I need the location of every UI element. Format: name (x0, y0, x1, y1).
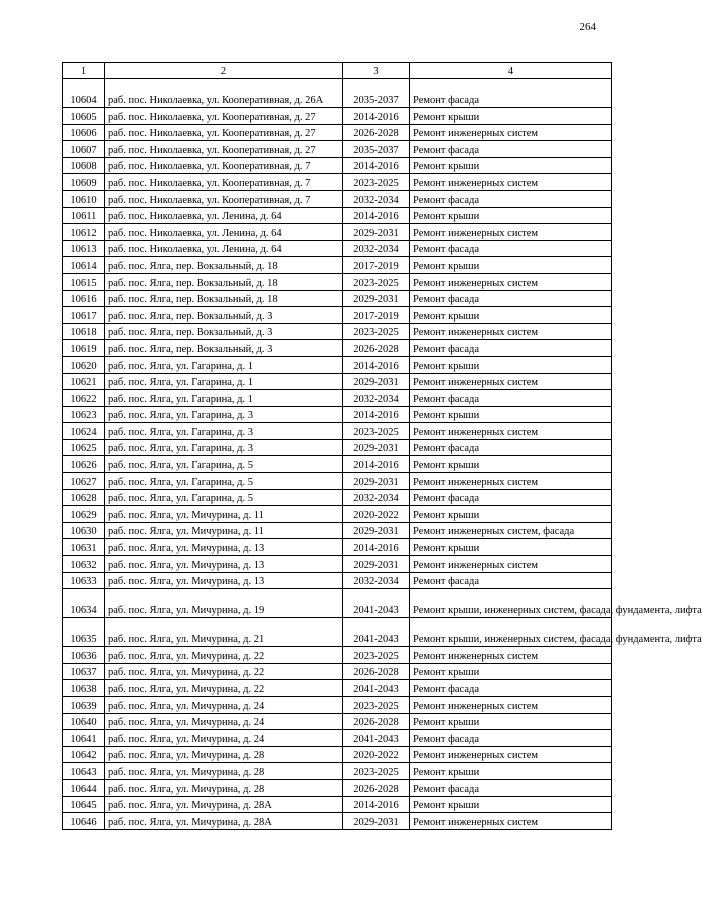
table-row (63, 423, 612, 440)
row-period: 2026-2028 (343, 713, 410, 730)
row-period: 2032-2034 (343, 489, 410, 506)
table-row (63, 647, 612, 664)
row-address: раб. пос. Ялга, ул. Мичурина, д. 24 (105, 730, 343, 747)
table-row (63, 141, 612, 158)
row-work: Ремонт крыши (410, 506, 612, 523)
table-row (63, 273, 612, 290)
row-address: раб. пос. Ялга, ул. Мичурина, д. 28 (105, 779, 343, 796)
row-address: раб. пос. Ялга, ул. Гагарина, д. 3 (105, 423, 343, 440)
row-work: Ремонт фасада (410, 290, 612, 307)
row-period: 2041-2043 (343, 589, 410, 618)
row-address: раб. пос. Николаевка, ул. Ленина, д. 64 (105, 207, 343, 224)
table-row (63, 340, 612, 357)
row-work: Ремонт крыши (410, 796, 612, 813)
row-number: 10631 (63, 539, 105, 556)
row-period: 2017-2019 (343, 307, 410, 324)
page-number: 264 (579, 21, 596, 33)
row-work: Ремонт инженерных систем (410, 813, 612, 830)
row-work: Ремонт фасада (410, 141, 612, 158)
table-row (63, 456, 612, 473)
table-row (63, 663, 612, 680)
row-number: 10637 (63, 663, 105, 680)
row-address: раб. пос. Ялга, ул. Мичурина, д. 13 (105, 556, 343, 573)
table-header (63, 63, 612, 79)
row-number: 10621 (63, 373, 105, 390)
table-row (63, 224, 612, 241)
row-work: Ремонт фасада (410, 390, 612, 407)
row-work: Ремонт крыши (410, 456, 612, 473)
row-work: Ремонт инженерных систем (410, 647, 612, 664)
row-work: Ремонт крыши (410, 406, 612, 423)
row-number: 10635 (63, 618, 105, 647)
row-period: 2026-2028 (343, 124, 410, 141)
table-row (63, 307, 612, 324)
column-header-address: 2 (105, 63, 343, 79)
table-row (63, 290, 612, 307)
row-period: 2029-2031 (343, 556, 410, 573)
row-work: Ремонт инженерных систем (410, 373, 612, 390)
row-number: 10605 (63, 108, 105, 125)
table-row (63, 813, 612, 830)
row-number: 10639 (63, 697, 105, 714)
row-period: 2029-2031 (343, 373, 410, 390)
row-period: 2020-2022 (343, 746, 410, 763)
row-address: раб. пос. Ялга, ул. Гагарина, д. 1 (105, 390, 343, 407)
row-work: Ремонт инженерных систем (410, 556, 612, 573)
row-number: 10640 (63, 713, 105, 730)
row-period: 2032-2034 (343, 190, 410, 207)
row-work: Ремонт инженерных систем (410, 273, 612, 290)
table-row (63, 406, 612, 423)
table-row (63, 556, 612, 573)
row-work: Ремонт фасада (410, 240, 612, 257)
row-address: раб. пос. Николаевка, ул. Ленина, д. 64 (105, 224, 343, 241)
row-period: 2023-2025 (343, 323, 410, 340)
row-period: 2014-2016 (343, 456, 410, 473)
table-row (63, 522, 612, 539)
row-number: 10606 (63, 124, 105, 141)
row-period: 2026-2028 (343, 340, 410, 357)
row-address: раб. пос. Ялга, пер. Вокзальный, д. 18 (105, 273, 343, 290)
row-period: 2035-2037 (343, 141, 410, 158)
row-address: раб. пос. Ялга, ул. Гагарина, д. 3 (105, 439, 343, 456)
row-address: раб. пос. Ялга, ул. Гагарина, д. 5 (105, 473, 343, 490)
table-row (63, 680, 612, 697)
row-work: Ремонт крыши, инженерных систем, фасада, фундамента, лифта (410, 618, 612, 647)
row-address: раб. пос. Ялга, ул. Мичурина, д. 22 (105, 663, 343, 680)
row-number: 10629 (63, 506, 105, 523)
row-number: 10624 (63, 423, 105, 440)
row-work: Ремонт крыши (410, 663, 612, 680)
table-row (63, 539, 612, 556)
row-address: раб. пос. Ялга, ул. Мичурина, д. 22 (105, 680, 343, 697)
row-work: Ремонт инженерных систем (410, 746, 612, 763)
row-address: раб. пос. Ялга, пер. Вокзальный, д. 18 (105, 257, 343, 274)
row-work: Ремонт крыши, инженерных систем, фасада, фундамента, лифта (410, 589, 612, 618)
row-work: Ремонт фасада (410, 680, 612, 697)
table-row (63, 489, 612, 506)
row-period: 2017-2019 (343, 257, 410, 274)
row-address: раб. пос. Николаевка, ул. Кооперативная, д. 27 (105, 124, 343, 141)
column-header-work: 4 (410, 63, 612, 79)
row-work: Ремонт фасада (410, 79, 612, 108)
row-address: раб. пос. Ялга, ул. Гагарина, д. 5 (105, 456, 343, 473)
row-work: Ремонт инженерных систем (410, 174, 612, 191)
table-row (63, 618, 612, 647)
row-work: Ремонт крыши (410, 108, 612, 125)
table-row (63, 373, 612, 390)
row-address: раб. пос. Ялга, ул. Гагарина, д. 1 (105, 373, 343, 390)
table-row (63, 589, 612, 618)
row-period: 2014-2016 (343, 157, 410, 174)
row-number: 10628 (63, 489, 105, 506)
row-address: раб. пос. Ялга, ул. Гагарина, д. 5 (105, 489, 343, 506)
table-row (63, 207, 612, 224)
row-address: раб. пос. Николаевка, ул. Кооперативная, д. 7 (105, 190, 343, 207)
row-address: раб. пос. Ялга, пер. Вокзальный, д. 18 (105, 290, 343, 307)
row-number: 10617 (63, 307, 105, 324)
row-work: Ремонт крыши (410, 207, 612, 224)
row-period: 2032-2034 (343, 572, 410, 589)
row-address: раб. пос. Ялга, ул. Мичурина, д. 22 (105, 647, 343, 664)
table-row (63, 190, 612, 207)
row-number: 10622 (63, 390, 105, 407)
row-number: 10609 (63, 174, 105, 191)
row-number: 10638 (63, 680, 105, 697)
table-row (63, 108, 612, 125)
row-number: 10626 (63, 456, 105, 473)
row-work: Ремонт инженерных систем (410, 124, 612, 141)
row-period: 2029-2031 (343, 439, 410, 456)
row-number: 10641 (63, 730, 105, 747)
row-number: 10616 (63, 290, 105, 307)
row-number: 10604 (63, 79, 105, 108)
row-number: 10614 (63, 257, 105, 274)
row-address: раб. пос. Ялга, пер. Вокзальный, д. 3 (105, 323, 343, 340)
row-work: Ремонт фасада (410, 730, 612, 747)
row-work: Ремонт инженерных систем (410, 697, 612, 714)
row-period: 2014-2016 (343, 539, 410, 556)
row-number: 10623 (63, 406, 105, 423)
row-number: 10634 (63, 589, 105, 618)
row-period: 2023-2025 (343, 273, 410, 290)
table-row (63, 763, 612, 780)
row-address: раб. пос. Ялга, ул. Мичурина, д. 24 (105, 713, 343, 730)
row-number: 10615 (63, 273, 105, 290)
row-period: 2041-2043 (343, 618, 410, 647)
row-work: Ремонт крыши (410, 539, 612, 556)
row-address: раб. пос. Николаевка, ул. Ленина, д. 64 (105, 240, 343, 257)
row-number: 10632 (63, 556, 105, 573)
table-row (63, 779, 612, 796)
row-number: 10636 (63, 647, 105, 664)
row-period: 2014-2016 (343, 796, 410, 813)
row-work: Ремонт фасада (410, 190, 612, 207)
row-period: 2029-2031 (343, 522, 410, 539)
row-address: раб. пос. Ялга, ул. Мичурина, д. 13 (105, 539, 343, 556)
row-period: 2023-2025 (343, 763, 410, 780)
row-work: Ремонт инженерных систем, фасада (410, 522, 612, 539)
table-row (63, 572, 612, 589)
row-number: 10646 (63, 813, 105, 830)
row-address: раб. пос. Ялга, ул. Мичурина, д. 21 (105, 618, 343, 647)
row-address: раб. пос. Ялга, пер. Вокзальный, д. 3 (105, 307, 343, 324)
table-body (63, 79, 702, 830)
row-work: Ремонт фасада (410, 779, 612, 796)
row-number: 10620 (63, 356, 105, 373)
row-address: раб. пос. Ялга, ул. Мичурина, д. 11 (105, 506, 343, 523)
row-work: Ремонт инженерных систем (410, 323, 612, 340)
row-number: 10625 (63, 439, 105, 456)
row-work: Ремонт фасада (410, 489, 612, 506)
row-address: раб. пос. Николаевка, ул. Кооперативная, д. 26А (105, 79, 343, 108)
table-row (63, 473, 612, 490)
row-period: 2029-2031 (343, 290, 410, 307)
table-row (63, 713, 612, 730)
row-work: Ремонт инженерных систем (410, 473, 612, 490)
row-address: раб. пос. Ялга, ул. Мичурина, д. 13 (105, 572, 343, 589)
table-row (63, 257, 612, 274)
row-period: 2029-2031 (343, 224, 410, 241)
row-work: Ремонт фасада (410, 340, 612, 357)
row-period: 2023-2025 (343, 647, 410, 664)
row-work: Ремонт крыши (410, 356, 612, 373)
row-period: 2014-2016 (343, 207, 410, 224)
row-number: 10619 (63, 340, 105, 357)
table-row (63, 356, 612, 373)
table-row (63, 506, 612, 523)
row-number: 10607 (63, 141, 105, 158)
row-work: Ремонт инженерных систем (410, 423, 612, 440)
row-period: 2026-2028 (343, 779, 410, 796)
row-number: 10645 (63, 796, 105, 813)
row-period: 2026-2028 (343, 663, 410, 680)
row-work: Ремонт крыши (410, 763, 612, 780)
table-row (63, 730, 612, 747)
row-work: Ремонт фасада (410, 572, 612, 589)
row-number: 10611 (63, 207, 105, 224)
row-number: 10613 (63, 240, 105, 257)
header-row (63, 63, 612, 79)
row-period: 2014-2016 (343, 406, 410, 423)
row-work: Ремонт крыши (410, 307, 612, 324)
column-header-period: 3 (343, 63, 410, 79)
row-number: 10643 (63, 763, 105, 780)
row-address: раб. пос. Николаевка, ул. Кооперативная, д. 27 (105, 141, 343, 158)
table-row (63, 157, 612, 174)
row-number: 10642 (63, 746, 105, 763)
row-period: 2035-2037 (343, 79, 410, 108)
row-number: 10608 (63, 157, 105, 174)
row-period: 2023-2025 (343, 697, 410, 714)
row-number: 10610 (63, 190, 105, 207)
row-work: Ремонт фасада (410, 439, 612, 456)
row-period: 2032-2034 (343, 390, 410, 407)
row-work: Ремонт инженерных систем (410, 224, 612, 241)
table-row (63, 697, 612, 714)
row-number: 10627 (63, 473, 105, 490)
table-row (63, 796, 612, 813)
table-row (63, 439, 612, 456)
row-address: раб. пос. Ялга, ул. Мичурина, д. 28 (105, 746, 343, 763)
row-period: 2014-2016 (343, 356, 410, 373)
row-address: раб. пос. Николаевка, ул. Кооперативная, д. 7 (105, 157, 343, 174)
row-period: 2041-2043 (343, 680, 410, 697)
row-address: раб. пос. Николаевка, ул. Кооперативная, д. 7 (105, 174, 343, 191)
table-row (63, 174, 612, 191)
row-period: 2029-2031 (343, 813, 410, 830)
row-address: раб. пос. Ялга, ул. Гагарина, д. 1 (105, 356, 343, 373)
row-number: 10633 (63, 572, 105, 589)
table-row (63, 240, 612, 257)
table-row (63, 124, 612, 141)
row-address: раб. пос. Ялга, ул. Мичурина, д. 28А (105, 813, 343, 830)
row-period: 2023-2025 (343, 174, 410, 191)
row-address: раб. пос. Ялга, ул. Гагарина, д. 3 (105, 406, 343, 423)
table-row (63, 746, 612, 763)
row-number: 10630 (63, 522, 105, 539)
row-address: раб. пос. Ялга, ул. Мичурина, д. 24 (105, 697, 343, 714)
row-work: Ремонт крыши (410, 713, 612, 730)
registry-table (62, 62, 702, 830)
row-address: раб. пос. Ялга, пер. Вокзальный, д. 3 (105, 340, 343, 357)
table-row (63, 79, 612, 108)
row-period: 2020-2022 (343, 506, 410, 523)
row-work: Ремонт крыши (410, 157, 612, 174)
row-address: раб. пос. Ялга, ул. Мичурина, д. 19 (105, 589, 343, 618)
row-work: Ремонт крыши (410, 257, 612, 274)
table-row (63, 390, 612, 407)
row-address: раб. пос. Ялга, ул. Мичурина, д. 28А (105, 796, 343, 813)
table-row (63, 323, 612, 340)
row-period: 2032-2034 (343, 240, 410, 257)
row-address: раб. пос. Николаевка, ул. Кооперативная, д. 27 (105, 108, 343, 125)
row-period: 2029-2031 (343, 473, 410, 490)
row-period: 2041-2043 (343, 730, 410, 747)
row-number: 10618 (63, 323, 105, 340)
row-number: 10612 (63, 224, 105, 241)
row-address: раб. пос. Ялга, ул. Мичурина, д. 11 (105, 522, 343, 539)
column-header-number: 1 (63, 63, 105, 79)
row-number: 10644 (63, 779, 105, 796)
row-period: 2014-2016 (343, 108, 410, 125)
row-address: раб. пос. Ялга, ул. Мичурина, д. 28 (105, 763, 343, 780)
row-period: 2023-2025 (343, 423, 410, 440)
